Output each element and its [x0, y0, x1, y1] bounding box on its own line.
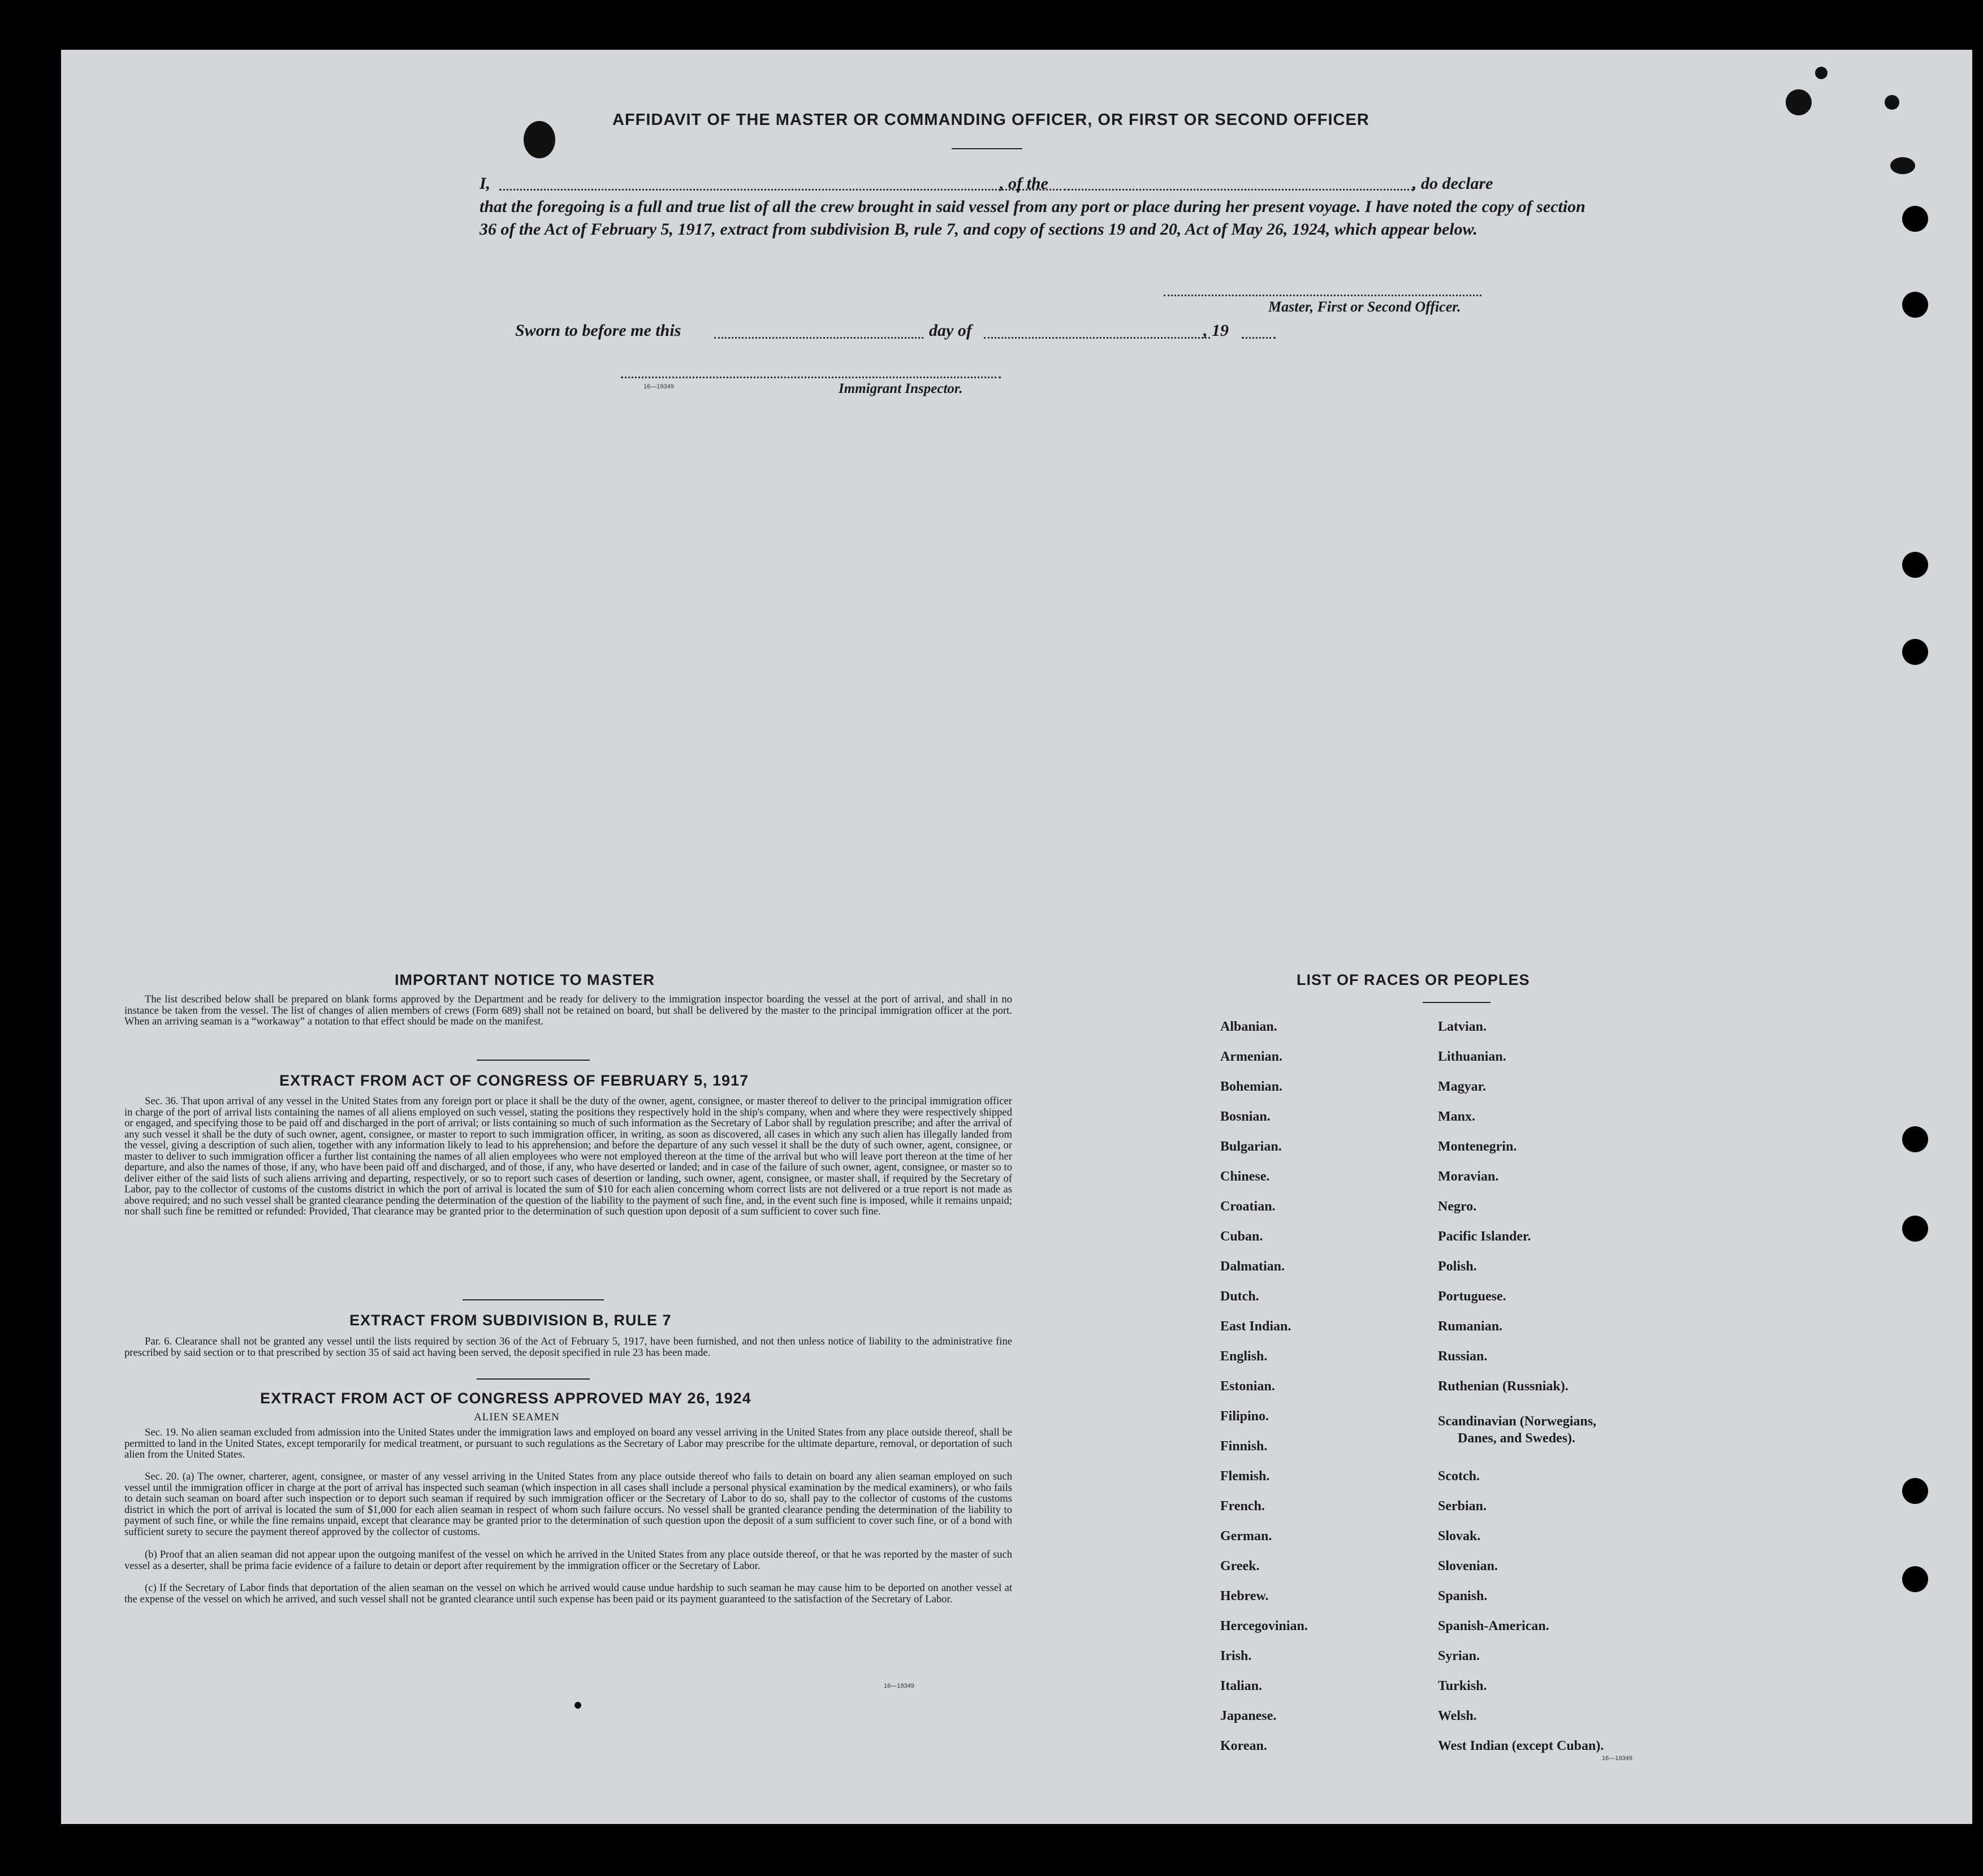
- notice-text: The list described below shall be prepared on blank forms approved by the Department and be ready for delivery to the immigration inspector boarding the vessel at the port of arrival, and shall in no instance be taken from the vessel. The list of changes of alien members of crews (Form 689) shall not be retained on board, but shall be delivered by the master to the principal immigration officer at the port. When an arriving seaman is a “workaway” a notation to that effect should be made on the manifest.: [124, 993, 1012, 1027]
- race-item: English.: [1220, 1349, 1268, 1364]
- sworn-day-field[interactable]: [714, 337, 923, 339]
- alien-seamen-subtitle: ALIEN SEAMEN: [474, 1411, 560, 1423]
- form-number: 16—19349: [1602, 1755, 1632, 1762]
- form-number: 16—19349: [884, 1683, 914, 1689]
- race-item: German.: [1220, 1529, 1272, 1544]
- extract-1924-title: EXTRACT FROM ACT OF CONGRESS APPROVED MAY 26, 1924: [260, 1390, 751, 1407]
- affidavit-declaration: that the foregoing is a full and true list of all the crew brought in said vessel from any port or place during her present voyage. I have noted the copy of section 36 of the Act of February 5, 1917, extract from subdivision B, rule 7, and copy of sections 19 and 20, Act of May 26, 1924, which appear below.: [479, 197, 1585, 239]
- race-item: Turkish.: [1438, 1679, 1487, 1693]
- race-item: Pacific Islander.: [1438, 1229, 1531, 1244]
- race-item: Cuban.: [1220, 1229, 1263, 1244]
- inspector-signature-field[interactable]: [621, 377, 1001, 378]
- sworn-prefix: Sworn to before me this: [515, 321, 681, 340]
- race-item: Danes, and Swedes).: [1458, 1431, 1576, 1446]
- race-item: Italian.: [1220, 1679, 1263, 1693]
- day-of-text: day of: [929, 321, 972, 340]
- race-item: Spanish.: [1438, 1589, 1488, 1603]
- sec20a-text: Sec. 20. (a) The owner, charterer, agent, consignee, or master of any vessel arriving in the United States from any place outside thereof who fails to detain on board any alien seaman employed on such vessel until the immigration officer in charge at the port of arrival has inspected such seaman (which inspection in all cases shall include a personal physical examination by the medical examiners), or who fails to detain such seaman on board after such inspection or to deport such seaman if required by such immigration officer or the Secretary of Labor to do so, shall pay to the collector of customs of the customs district in which the port of arrival is located the sum of $1,000 for each alien seaman in respect of whom such failure occurs. No vessel shall be granted clearance pending the determination of the liability to payment of such fine, or while the fine remains unpaid, except that clearance may be granted prior to the determination of such question upon the deposit of a sum sufficient to cover such fine, or of a bond with sufficient surety to secure the payment thereof approved by the collector of customs.: [124, 1471, 1012, 1538]
- inspector-label: Immigrant Inspector.: [839, 381, 963, 396]
- extract-1917-text: Sec. 36. That upon arrival of any vessel in the United States from any foreign port or place it shall be the duty of the owner, agent, consignee, or master thereof to deliver to the principal immigration officer in charge of the port of arrival lists containing the names of all aliens employed on such vessel, stating the positions they respectively hold in the ship's company, when and where they were respectively shipped or engaged, and specifying those to be paid off and discharged in the port of arrival; or lists containing so much of such information as the Secretary of Labor shall by regulation prescribe; and after the arrival of any such vessel it shall be the duty of such owner, agent, consignee, or master to report to such immigration officer, in writing, as soon as discovered, all cases in which any such alien has illegally landed from the vessel, giving a description of such alien, together with any information likely to lead to his apprehension; and before the departure of any such vessel it shall be the duty of such owner, agent, consignee, or master to deliver to such immigration officer a further list containing the names of all alien employees who were not employed thereon at the time of the arrival but who will leave port thereon at the time of her departure, and also the names of those, if any, who have been paid off and discharged, and of those, if any, who have deserted or landed; and in case of the failure of such owner, agent, consignee, or master so to deliver either of the said lists of such aliens arriving and departing, respectively, or so to report such cases of desertion or landing, such owner, agent, consignee, or master shall, if required by the Secretary of Labor, pay to the collector of customs of the customs district in which the port of arrival is located the sum of $10 for each alien concerning whom correct lists are not delivered or a true report is not made as above required; and no such vessel shall be granted clearance pending the determination of the question of the liability to the payment of such fine, and, in the event such fine is imposed, while it remains unpaid; nor shall such fine be remitted or refunded: Provided, That clearance may be granted prior to the determination of such question upon deposit of a sum sufficient to cover such fine.: [124, 1095, 1012, 1217]
- race-item: Negro.: [1438, 1199, 1477, 1214]
- notice-title: IMPORTANT NOTICE TO MASTER: [395, 971, 655, 988]
- race-item: Bulgarian.: [1220, 1139, 1282, 1154]
- race-item: Croatian.: [1220, 1199, 1276, 1214]
- race-item: Flemish.: [1220, 1469, 1270, 1484]
- race-item: Welsh.: [1438, 1709, 1477, 1723]
- race-item: Scotch.: [1438, 1469, 1480, 1484]
- punch-hole: [1902, 1478, 1928, 1504]
- race-item: Magyar.: [1438, 1079, 1487, 1094]
- ink-blot: [1815, 67, 1828, 79]
- race-item: Russian.: [1438, 1349, 1488, 1364]
- race-item: Ruthenian (Russniak).: [1438, 1379, 1569, 1394]
- race-item: Slovak.: [1438, 1529, 1481, 1544]
- race-item: Hercegovinian.: [1220, 1619, 1308, 1633]
- race-item: Serbian.: [1438, 1499, 1487, 1514]
- race-item: Finnish.: [1220, 1439, 1268, 1454]
- ink-blot: [1885, 95, 1899, 110]
- declarant-prefix: I,: [479, 174, 491, 193]
- race-item: Japanese.: [1220, 1709, 1277, 1723]
- race-item: Lithuanian.: [1438, 1049, 1506, 1064]
- divider: [1423, 1002, 1491, 1003]
- race-item: Spanish-American.: [1438, 1619, 1549, 1633]
- divider: [463, 1299, 604, 1300]
- extract-1917-title: EXTRACT FROM ACT OF CONGRESS OF FEBRUARY 5, 1917: [279, 1072, 749, 1089]
- ink-blot: [524, 121, 555, 158]
- race-item: Manx.: [1438, 1109, 1475, 1124]
- divider: [477, 1060, 590, 1061]
- race-item: Irish.: [1220, 1649, 1252, 1663]
- punch-hole: [1902, 639, 1928, 665]
- race-item: Filipino.: [1220, 1409, 1269, 1424]
- sec20c-text: (c) If the Secretary of Labor finds that deportation of the alien seaman on the vessel on which he arrived would cause undue hardship to such seaman he may cause him to be deported on another vessel at the expense of the vessel on which he arrived, and such vessel shall not be granted clearance until such expense has been paid or its payment guaranteed to the satisfaction of the Secretary of Labor.: [124, 1582, 1012, 1605]
- vessel-name-field[interactable]: [1068, 189, 1414, 191]
- race-item: Estonian.: [1220, 1379, 1275, 1394]
- races-title: LIST OF RACES OR PEOPLES: [1297, 971, 1530, 988]
- race-item: Korean.: [1220, 1739, 1267, 1753]
- divider: [952, 148, 1022, 149]
- extract-rule7-text: Par. 6. Clearance shall not be granted any vessel until the lists required by section 36 of the Act of February 5, 1917, have been furnished, and not then unless notice of liability to the administrative fine prescribed by said section or to that prescribed by section 35 of said act having been served, the deposit specified in rule 23 has been made.: [124, 1335, 1012, 1359]
- officer-signature-field[interactable]: [1164, 295, 1481, 296]
- race-item: Rumanian.: [1438, 1319, 1503, 1334]
- punch-hole: [1902, 1566, 1928, 1592]
- race-item: Albanian.: [1220, 1019, 1277, 1034]
- officer-signature-label: Master, First or Second Officer.: [1268, 299, 1461, 315]
- race-item: Armenian.: [1220, 1049, 1282, 1064]
- sec20b-text: (b) Proof that an alien seaman did not appear upon the outgoing manifest of the vessel on which he arrived in the United States from any place outside thereof, or that he was reported by the master of such vessel as a deserter, shall be prima facie evidence of a failure to detain or deport after requirement by the immigration officer or the Secretary of Labor.: [124, 1549, 1012, 1572]
- race-item: Syrian.: [1438, 1649, 1480, 1663]
- race-item: Bosnian.: [1220, 1109, 1271, 1124]
- punch-hole: [1902, 552, 1928, 578]
- race-item: Bohemian.: [1220, 1079, 1283, 1094]
- race-item: Moravian.: [1438, 1169, 1499, 1184]
- ink-blot: [1786, 89, 1812, 115]
- sworn-year-field[interactable]: [1242, 337, 1276, 339]
- race-item: Polish.: [1438, 1259, 1477, 1274]
- ink-blot: [1890, 157, 1915, 174]
- race-item: East Indian.: [1220, 1319, 1291, 1334]
- form-sheet: [61, 50, 1972, 1824]
- sworn-month-field[interactable]: [984, 337, 1210, 339]
- of-the-text: , of the: [1000, 174, 1048, 193]
- race-item: French.: [1220, 1499, 1265, 1514]
- race-item: Dalmatian.: [1220, 1259, 1285, 1274]
- do-declare-text: , do declare: [1412, 174, 1493, 193]
- race-item: Hebrew.: [1220, 1589, 1269, 1603]
- punch-hole: [1902, 206, 1928, 232]
- declarant-name-field[interactable]: [499, 189, 1066, 191]
- race-item: Greek.: [1220, 1559, 1260, 1574]
- race-item: Slovenian.: [1438, 1559, 1498, 1574]
- race-item: West Indian (except Cuban).: [1438, 1739, 1604, 1753]
- extract-rule7-title: EXTRACT FROM SUBDIVISION B, RULE 7: [349, 1312, 672, 1329]
- race-item: Scandinavian (Norwegians,: [1438, 1414, 1597, 1429]
- form-number: 16—19349: [643, 383, 674, 390]
- sec19-text: Sec. 19. No alien seaman excluded from admission into the United States under the immigration laws and employed on board any vessel arriving in the United States from any place outside thereof, shall be permitted to land in the United States, except temporarily for medical treatment, or pursuant to such regulations as the Secretary of Labor may prescribe for the ultimate departure, removal, or deportation of such alien from the United States.: [124, 1427, 1012, 1460]
- ink-blot: [574, 1702, 581, 1709]
- affidavit-title: AFFIDAVIT OF THE MASTER OR COMMANDING OFFICER, OR FIRST OR SECOND OFFICER: [612, 111, 1369, 129]
- race-item: Latvian.: [1438, 1019, 1487, 1034]
- divider: [477, 1378, 590, 1380]
- race-item: Montenegrin.: [1438, 1139, 1517, 1154]
- punch-hole: [1902, 1126, 1928, 1152]
- punch-hole: [1902, 292, 1928, 318]
- race-item: Dutch.: [1220, 1289, 1259, 1304]
- race-item: Chinese.: [1220, 1169, 1270, 1184]
- punch-hole: [1902, 1216, 1928, 1242]
- year-prefix: , 19: [1203, 321, 1229, 340]
- race-item: Portuguese.: [1438, 1289, 1506, 1304]
